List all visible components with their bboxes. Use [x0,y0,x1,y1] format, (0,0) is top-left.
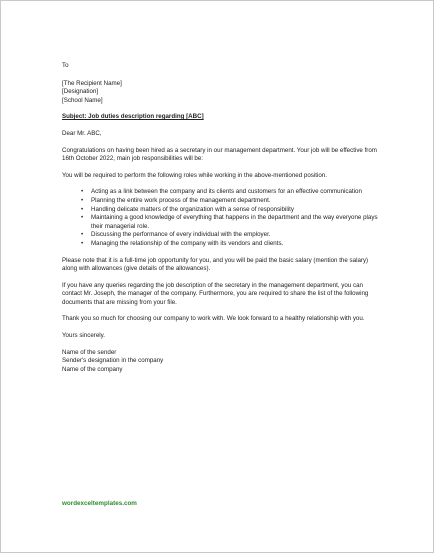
list-item: • Acting as a link between the company and its clients and customers for an effective communication [81,188,362,196]
intro-paragraph: Congratulations on having been hired as a secretary in our management department. Your job will be effective from 16th October 2022, main job responsibilities will be: [62,146,377,163]
recipient-designation: [Designation] [62,88,99,96]
list-item: • Handling delicate matters of the organization with a sense of responsibility [81,205,294,213]
salary-paragraph: Please note that it is a full-time job opportunity for you, and you will be paid the basic salary (mention the salary) along with allowances (give details of the allowances). [62,256,369,273]
to-label: To [62,62,69,69]
company-name: Name of the company [62,365,123,373]
roles-intro-paragraph: You will be required to perform the following roles while working in the above-mentioned position. [62,171,327,179]
list-item: • Discussing the performance of every individual with the employer. [81,231,271,239]
sender-designation: Sender's designation in the company [62,357,164,365]
list-item: • Planning the entire work process of the management department. [81,196,271,204]
sender-name: Name of the sender [62,348,117,356]
closing: Yours sincerely. [62,332,105,340]
bullet-icon: • [81,214,84,222]
recipient-name: [The Recipient Name] [62,79,122,87]
list-item: • Managing the relationship of the company with its vendors and clients. [81,239,284,247]
salutation: Dear Mr. ABC, [62,129,102,137]
recipient-school: [School Name] [62,96,103,104]
bullet-icon: • [81,205,84,213]
list-item: • Maintaining a good knowledge of everything that happens in the department and the way everyone plays their managerial role. [81,214,378,230]
bullet-icon: • [81,188,84,196]
bullet-icon: • [81,196,84,204]
subject-line: Subject: Job duties description regarding [ABC] [62,113,204,121]
watermark-brand: wordexceltemplates.com [62,500,137,507]
roles-list [62,188,384,248]
letter-body [62,62,384,374]
bullet-icon: • [81,239,84,247]
queries-paragraph: If you have any queries regarding the job description of the secretary in the management department, you can contact Mr. Joseph, the manager of the company. Furthermore, you are required to share the list of the following documents that are missing from your file. [62,281,369,306]
bullet-icon: • [81,231,84,239]
thanks-paragraph: Thank you so much for choosing our company to work with. We look forward to a healthy relationship with you. [62,315,365,323]
